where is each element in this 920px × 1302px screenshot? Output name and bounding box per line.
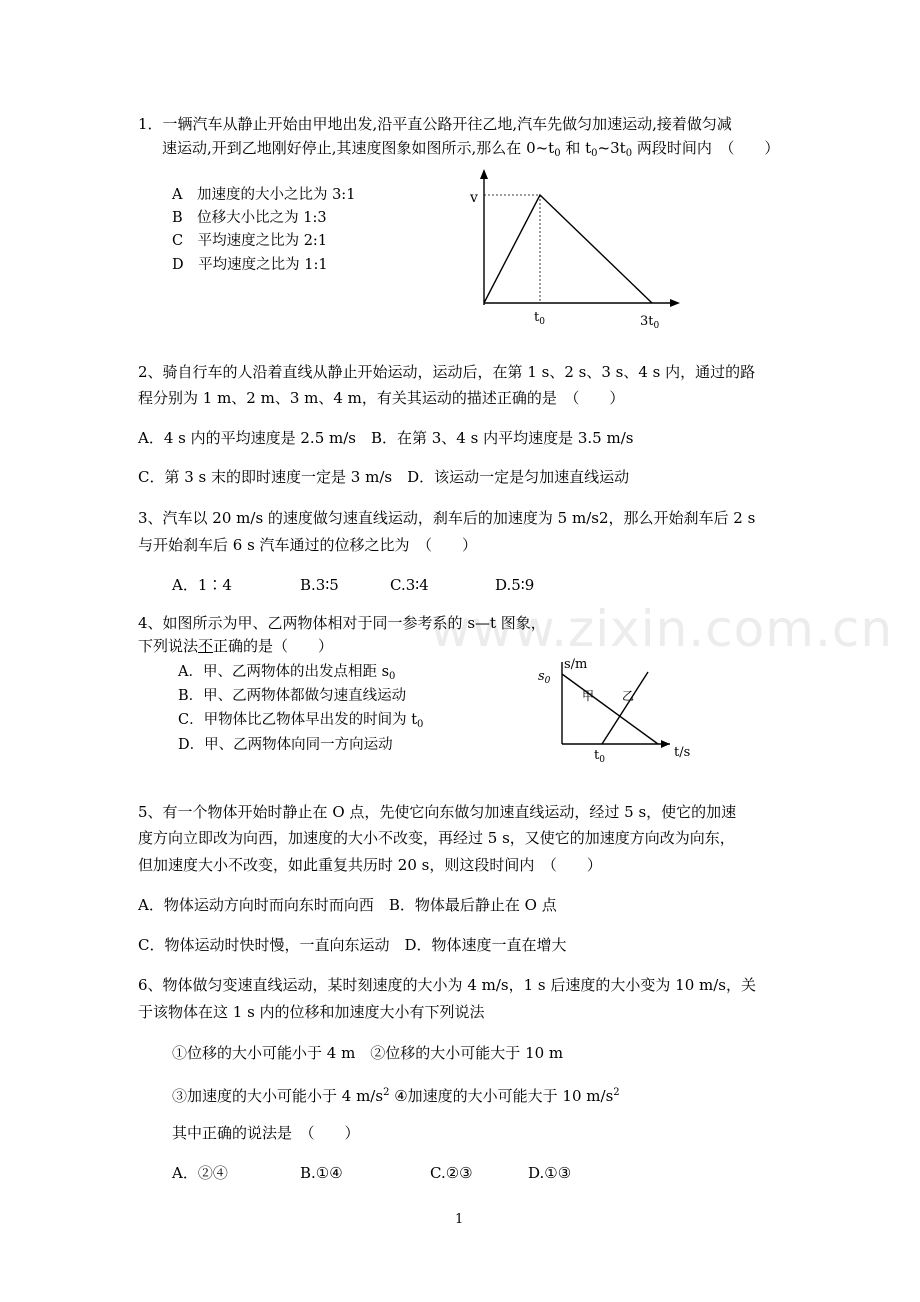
q4-graph-yi-label: 乙 [622,689,635,703]
q1-sub: 0 [625,148,633,159]
q1-line2-b: 和 t [560,139,592,157]
q4-graph-s-label: s/m [564,657,588,672]
q6-prompt: 其中正确的说法是 （ ） [172,1124,360,1142]
q6-option-b: B.①④ [300,1164,343,1182]
q6-line2: 于该物体在这 1 s 内的位移和加速度大小有下列说法 [138,1003,485,1021]
q5-line3: 但加速度大小不改变，如此重复共历时 20 s，则这段时间内 （ ） [138,856,602,874]
q4-graph-jia-label: 甲 [582,689,595,703]
q1-velocity-graph [460,165,690,335]
q6-option-d: D.①③ [528,1164,572,1182]
q4-line1: 4、如图所示为甲、乙两物体相对于同一参考系的 s—t 图象， [138,614,546,632]
q4-option-d: D．甲、乙两物体向同一方向运动 [178,737,393,753]
q5-line2: 度方向立即改为向西，加速度的大小不改变，再经过 5 s，又使它的加速度方向改为向东， [138,829,735,847]
q1-sub: 0 [554,148,561,159]
q4-option-c: C．甲物体比乙物体早出发的时间为 $t_0$ [178,712,424,730]
q1-line1: 1．一辆汽车从静止开始由甲地出发,沿平直公路开往乙地,汽车先做匀加速运动,接着做匀减 [138,115,732,133]
q1-graph-t-arrow [670,299,680,307]
q1-graph-v-arrow [480,169,488,179]
q1-sub: 0 [591,148,598,159]
q4-option-a: A．甲、乙两物体的出发点相距 $s_0$ [178,664,396,682]
q3-option-b: B.3∶5 [300,576,339,594]
q1-option-c: C 平均速度之比为 2:1 [172,233,328,249]
q4-graph-t0-label: $t_0$ [594,748,605,765]
q6-option-a: A．②④ [172,1164,228,1182]
q3-option-d: D.5∶9 [495,576,535,594]
q1-graph-v-label: v [470,190,478,206]
q4-line2-underlined: 不 [198,637,214,655]
q6-statements-3-4: ③加速度的大小可能小于 4 $m/s^2$ ④加速度的大小可能大于 10 $m/s^2$ [172,1087,620,1105]
q2-options-cd: C．第 3 s 末的即时速度一定是 3 m/s D．该运动一定是匀加速直线运动 [138,468,630,486]
q2-options-ab: A．4 s 内的平均速度是 2.5 m/s B．在第 3、4 s 内平均速度是 3.5 m/s [138,429,634,447]
q4-graph-line-jia [562,674,658,744]
q1-option-b: B 位移大小比之为 1:3 [172,210,327,226]
q1-line2-c: ~3t [597,139,626,157]
watermark: www.zixin.com.cn [430,600,894,658]
q4-graph-t-axis-label: t/s [674,745,691,760]
q6-line1: 6、物体做匀变速直线运动，某时刻速度的大小为 4 m/s，1 s 后速度的大小变为 10 m/s，关 [138,976,756,994]
q6-option-c: C.②③ [430,1164,473,1182]
q2-line2: 程分别为 1 m、2 m、3 m、4 m，有关其运动的描述正确的是 （ ） [138,389,625,407]
q4-graph-s0-label: $s_0$ [538,669,551,686]
q2-line1: 2、骑自行车的人沿着直线从静止开始运动，运动后，在第 1 s、2 s、3 s、4 s 内，通过的路 [138,363,756,381]
q1-line2 [162,138,779,164]
q3-option-c: C.3∶4 [390,576,429,594]
q4-line2 [138,636,333,656]
q4-graph-t-arrow [661,740,670,748]
q1-option-a: A 加速度的大小之比为 3:1 [172,187,356,203]
q1-line2-a: 速运动,开到乙地刚好停止,其速度图象如图所示,那么在 0~t [162,139,555,157]
q4-option-b: B．甲、乙两物体都做匀速直线运动 [178,688,407,704]
q1-graph-t0-label: $t_0$ [534,310,545,327]
q3-line2: 与开始刹车后 6 s 汽车通过的位移之比为 （ ） [138,536,478,554]
q4-line2-b: 正确的是（ ） [213,637,334,655]
q3-option-a: A．1∶4 [172,576,232,594]
q6-statements-1-2: ①位移的大小可能小于 4 m ②位移的大小可能大于 10 m [172,1044,564,1062]
q4-st-graph [530,650,710,770]
q5-options-cd: C．物体运动时快时慢，一直向东运动 D．物体速度一直在增大 [138,936,567,954]
q1-graph-velocity-line [484,195,652,303]
q5-options-ab: A．物体运动方向时而向东时而向西 B．物体最后静止在 O 点 [138,896,557,914]
q1-option-d: D 平均速度之比为 1:1 [172,257,328,273]
q5-line1: 5、有一个物体开始时静止在 O 点，先使它向东做匀加速直线运动，经过 5 s，使它的加速 [138,803,737,821]
page-number: 1 [455,1212,464,1227]
q4-line2-a: 下列说法 [138,637,199,655]
q1-line2-d: 两段时间内 （ ） [632,139,780,157]
q3-line1: 3、汽车以 20 m/s 的速度做匀速直线运动，刹车后的加速度为 5 m/s2，那么开始刹车后 2 s [138,509,756,527]
q1-graph-3t0-label: $3t_0$ [640,314,660,331]
